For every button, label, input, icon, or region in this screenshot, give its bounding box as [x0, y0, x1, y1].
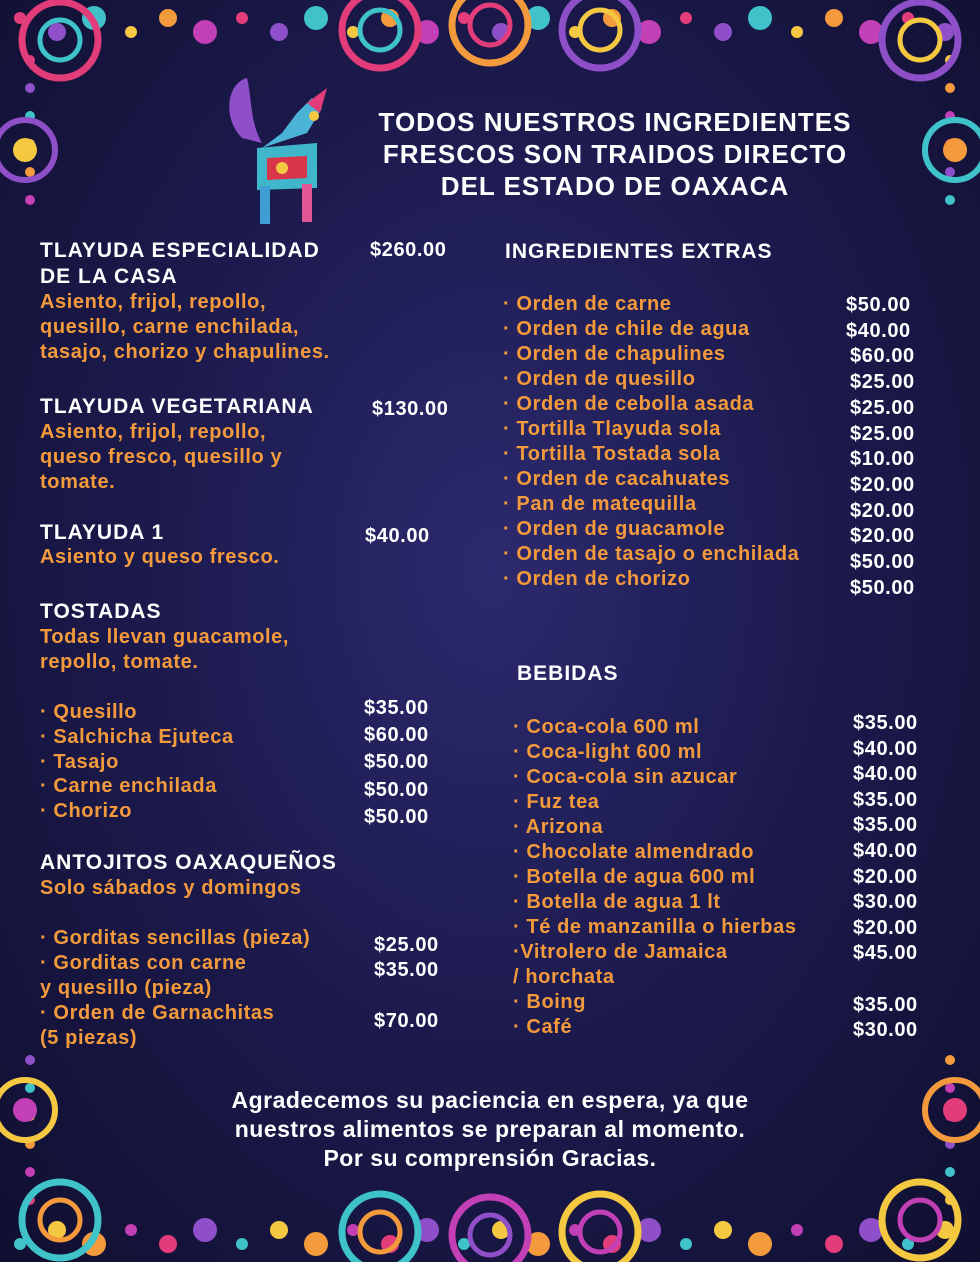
item-price: $40.00	[853, 763, 918, 786]
list-item: · Pan de matequilla	[503, 493, 697, 515]
list-item: · Orden de chorizo	[503, 568, 691, 590]
item-price: $35.00	[364, 697, 429, 719]
list-item: · Té de manzanilla o hierbas	[513, 916, 797, 938]
list-item: · Coca-cola sin azucar	[513, 766, 738, 788]
list-item: · Orden de tasajo o enchilada	[503, 543, 800, 565]
list-item: · Quesillo	[40, 701, 138, 723]
header-line: TODOS NUESTROS INGREDIENTES	[378, 107, 852, 137]
item-price: $40.00	[846, 319, 911, 342]
list-item: · Orden de guacamole	[503, 518, 726, 540]
item-description: Asiento, frijol, repollo,	[40, 291, 267, 313]
section-title: BEBIDAS	[517, 662, 619, 685]
item-price: $50.00	[364, 751, 429, 774]
item-price: $60.00	[364, 724, 429, 747]
list-item: · Orden de quesillo	[503, 368, 696, 390]
section-description: Solo sábados y domingos	[40, 877, 302, 899]
list-item: ·Vitrolero de Jamaica	[513, 941, 728, 963]
item-price: $35.00	[853, 993, 918, 1016]
section-title: INGREDIENTES EXTRAS	[505, 240, 773, 263]
list-item: · Boing	[513, 991, 587, 1013]
item-price: $40.00	[853, 737, 918, 760]
item-price: $25.00	[850, 422, 915, 445]
item-price: $35.00	[374, 959, 439, 981]
alebrije-dog-icon	[229, 78, 327, 224]
item-description: tasajo, chorizo y chapulines.	[40, 341, 330, 363]
list-item: · Salchicha Ejuteca	[40, 725, 234, 748]
list-item: · Gorditas sencillas (pieza)	[40, 927, 311, 949]
list-item: · Tasajo	[40, 750, 119, 773]
list-item: · Orden de cebolla asada	[503, 393, 755, 415]
list-item: · Coca-light 600 ml	[513, 741, 703, 763]
item-price: $60.00	[850, 345, 915, 368]
list-item: y quesillo (pieza)	[40, 977, 212, 999]
list-item: · Chocolate almendrado	[513, 841, 755, 863]
item-price: $45.00	[853, 942, 918, 965]
item-title: DE LA CASA	[40, 265, 178, 288]
item-price: $20.00	[850, 499, 915, 522]
section-description: repollo, tomate.	[40, 651, 199, 673]
item-title: TLAYUDA VEGETARIANA	[40, 395, 314, 418]
list-item: · Carne enchilada	[40, 775, 217, 798]
list-item: · Arizona	[513, 816, 604, 838]
item-title: TLAYUDA ESPECIALIDAD	[40, 239, 320, 262]
list-item: · Coca-cola 600 ml	[513, 716, 700, 738]
item-description: quesillo, carne enchilada,	[40, 316, 300, 338]
list-item: · Fuz tea	[513, 791, 600, 813]
item-price: $50.00	[846, 294, 911, 316]
list-item: · Orden de cacahuates	[503, 468, 731, 490]
list-item: · Café	[513, 1016, 573, 1038]
section-description: Todas llevan guacamole,	[40, 626, 290, 648]
list-item: (5 piezas)	[40, 1027, 138, 1049]
section-title: TOSTADAS	[40, 600, 162, 623]
list-item: · Tortilla Tostada sola	[503, 443, 721, 465]
item-price: $30.00	[853, 891, 918, 914]
item-price: $40.00	[365, 525, 430, 547]
item-price: $20.00	[850, 525, 915, 548]
item-price: $50.00	[850, 551, 915, 573]
list-item: · Orden de carne	[503, 293, 672, 315]
footer-message	[0, 1086, 980, 1173]
item-price: $25.00	[850, 396, 915, 419]
list-item: · Gorditas con carne	[40, 952, 247, 974]
item-description: queso fresco, quesillo y	[40, 446, 283, 468]
item-price: $35.00	[853, 788, 918, 811]
header-line: DEL ESTADO DE OAXACA	[440, 171, 790, 201]
footer-line: Agradecemos su paciencia en espera, ya que	[231, 1087, 749, 1113]
header-banner	[330, 106, 900, 202]
item-price: $30.00	[853, 1019, 918, 1042]
section-title: ANTOJITOS OAXAQUEÑOS	[40, 851, 337, 874]
list-item: · Orden de Garnachitas	[40, 1002, 275, 1024]
footer-line: Por su comprensión Gracias.	[323, 1145, 657, 1171]
item-title: TLAYUDA 1	[40, 521, 165, 544]
item-description: Asiento y queso fresco.	[40, 546, 280, 568]
item-price: $35.00	[853, 814, 918, 837]
item-price: $70.00	[374, 1010, 439, 1032]
item-price: $20.00	[853, 916, 918, 939]
item-price: $40.00	[853, 840, 918, 862]
item-price: $50.00	[850, 576, 915, 599]
item-price: $260.00	[370, 239, 447, 261]
list-item: · Botella de agua 600 ml	[513, 866, 756, 888]
header-line: FRESCOS SON TRAIDOS DIRECTO	[382, 139, 848, 169]
list-item: · Tortilla Tlayuda sola	[503, 418, 721, 440]
item-price: $50.00	[364, 778, 429, 801]
item-price: $35.00	[853, 712, 918, 734]
item-price: $25.00	[850, 371, 915, 394]
item-price: $20.00	[853, 865, 918, 888]
item-price: $130.00	[372, 398, 449, 420]
item-price: $25.00	[374, 934, 439, 956]
item-price: $50.00	[364, 805, 429, 828]
list-item: · Chorizo	[40, 800, 133, 823]
list-item: · Orden de chile de agua	[503, 318, 750, 340]
list-item: / horchata	[513, 966, 615, 988]
footer-line: nuestros alimentos se preparan al momento.	[234, 1116, 746, 1142]
item-price: $10.00	[850, 448, 915, 471]
item-description: Asiento, frijol, repollo,	[40, 421, 267, 443]
list-item: · Botella de agua 1 lt	[513, 891, 721, 913]
item-price: $20.00	[850, 473, 915, 496]
item-description: tomate.	[40, 471, 116, 493]
list-item: · Orden de chapulines	[503, 343, 726, 365]
